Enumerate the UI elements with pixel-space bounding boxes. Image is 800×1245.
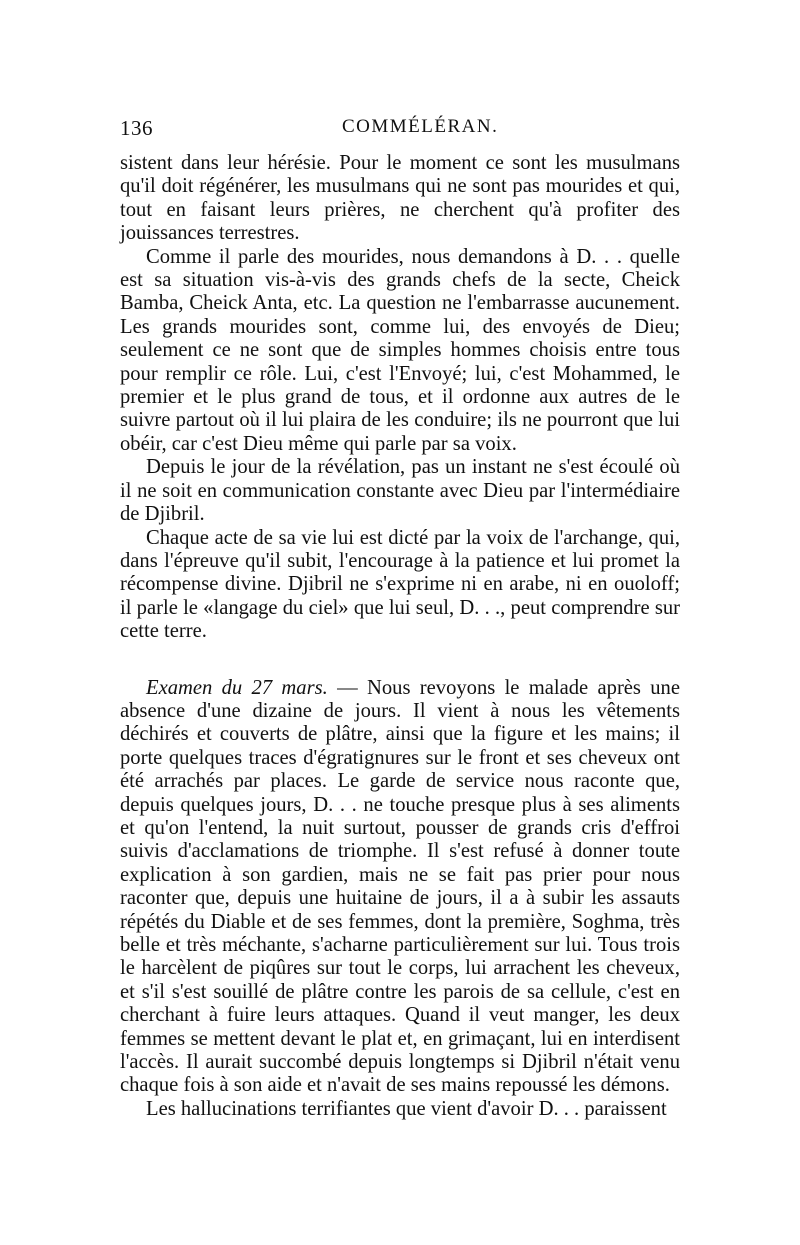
entry-title: Examen du 27 mars. (146, 676, 328, 699)
page-number: 136 (120, 116, 153, 140)
paragraph-revelation: Depuis le jour de la révélation, pas un instant ne s'est écoulé où il ne soit en communication constante avec Dieu par l'intermédiaire de Djibril. (120, 456, 680, 526)
paragraph-last-line: Les hallucinations terrifiantes que vient d'avoir D. . . paraissent (146, 1097, 667, 1120)
paragraph-mourides: Comme il parle des mourides, nous demandons à D. . . quelle est sa situation vis-à-vis des grands chefs de la secte, Cheick Bamba, Cheick Anta, etc. La question ne l'embarrasse aucunement. Les grands mourides sont, comme lui, des envoyés de Dieu; seulement ce ne sont que de simples hommes choisis entre tous pour remplir ce rôle. Lui, c'est l'Envoyé; lui, c'est Mohammed, le premier et le plus grand de tous, et il ordonne aux autres de le suivre partout où il lui plaira de les conduire; ils ne pourront que lui obéir, car c'est Dieu même qui parle par sa voix. (120, 245, 680, 455)
entry-separator: — (327, 676, 367, 699)
book-page (120, 116, 680, 1121)
paragraph-examen (120, 677, 680, 1098)
page-header (120, 116, 680, 146)
running-head: COMMÉLÉRAN. (342, 116, 499, 137)
paragraph-archange: Chaque acte de sa vie lui est dicté par la voix de l'archange, qui, dans l'épreuve qu'il subit, l'encourage à la patience et lui promet la récompense divine. Djibril ne s'exprime ni en arabe, ni en ouoloff; il parle le «langage du ciel» que lui seul, D. . ., peut comprendre sur cette terre. (120, 526, 680, 643)
paragraph-continuation: sistent dans leur hérésie. Pour le moment ce sont les musulmans qu'il doit régénérer, les musulmans qui ne sont pas mourides et qui, tout en faisant leurs prières, ne cherchent qu'à profiter des jouissances terrestres. (120, 152, 680, 245)
section-gap (120, 644, 680, 677)
entry-text: Nous revoyons le malade après une absence d'une dizaine de jours. Il vient à nous les vêtements déchirés et couverts de plâtre, ainsi que la figure et les mains; il porte quelques traces d'égratignures sur le front et ses cheveux ont été arrachés par places. Le garde de service nous raconte que, depuis quelques jours, D. . . ne touche presque plus à ses aliments et qu'on l'entend, la nuit surtout, pousser de grands cris d'effroi suivis d'acclamations de triomphe. Il s'est refusé à donner toute explication à son gardien, mais ne se fait pas prier pour nous raconter que, depuis une huitaine de jours, il a à subir les assauts répétés du Diable et de ses femmes, dont la première, Soghma, très belle et très méchante, s'acharne particulièrement sur lui. Tous trois le harcèlent de piqûres sur tout le corps, lui arrachent les cheveux, et s'il s'est souillé de plâtre contre les parois de sa cellule, c'est en cherchant à fuire leurs attaques. Quand il veut manger, les deux femmes se mettent devant le plat et, en grimaçant, lui en interdisent l'accès. Il aurait succombé depuis longtemps si Djibril n'était venu chaque fois à son aide et n'avait de ses mains repoussé les démons. (120, 676, 680, 1097)
